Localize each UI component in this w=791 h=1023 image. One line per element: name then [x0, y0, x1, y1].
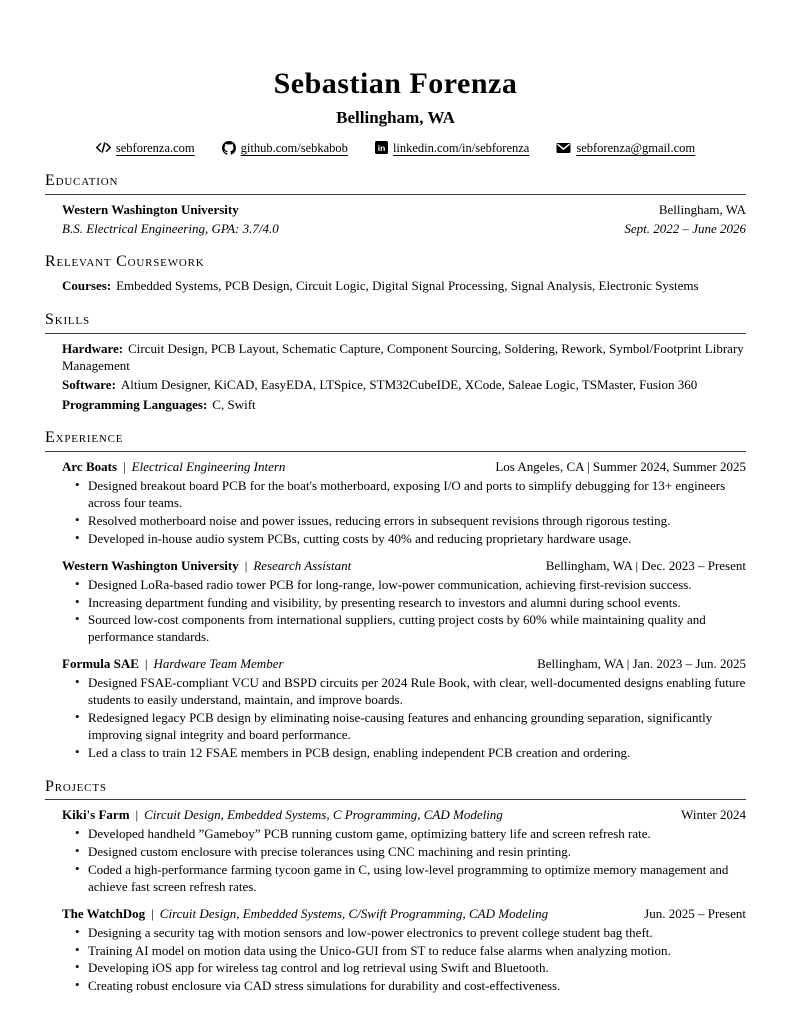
project-name: The WatchDog	[62, 905, 146, 921]
role-title: Electrical Engineering Intern	[131, 459, 286, 475]
contact-label: github.com/sebkabob	[240, 140, 348, 155]
experience-entry	[62, 656, 746, 761]
contact-label: sebforenza.com	[115, 140, 195, 155]
skills-software-text: Altium Designer, KiCAD, EasyEDA, LTSpice, STM32CubeIDE, XCode, Saleae Logic, TSMaster, Fusion 360	[120, 377, 698, 393]
project-entry	[62, 807, 746, 895]
section-experience	[45, 428, 746, 761]
page-title: Sebastian Forenza	[273, 67, 518, 100]
linkedin-icon	[375, 141, 388, 154]
separator: |	[144, 656, 148, 672]
role-title: Research Assistant	[253, 557, 352, 573]
linkedin-link[interactable]	[375, 140, 529, 156]
github-icon	[222, 141, 236, 155]
skills-languages-text: C, Swift	[212, 396, 256, 412]
skills-software-line	[62, 377, 746, 394]
section-education	[45, 171, 746, 238]
role-title: Hardware Team Member	[153, 656, 284, 672]
entry-location-dates: Los Angeles, CA | Summer 2024, Summer 2025	[495, 459, 746, 475]
section-heading-experience: Experience	[45, 428, 746, 452]
education-entry	[62, 202, 746, 238]
section-coursework	[45, 252, 746, 295]
section-projects	[45, 777, 746, 996]
skills-languages-label: Programming Languages:	[62, 396, 208, 412]
separator: |	[244, 557, 248, 573]
website-link[interactable]	[96, 140, 195, 156]
bullet-item: • Developing iOS app for wireless tag control and log retrieval using Swift and Bluetooth.	[75, 960, 746, 977]
project-dates: Jun. 2025 – Present	[644, 905, 746, 921]
org-name: Arc Boats	[62, 459, 118, 475]
github-link[interactable]	[222, 140, 348, 156]
school-name: Western Washington University	[62, 201, 239, 217]
project-tech: Circuit Design, Embedded Systems, C Programming, CAD Modeling	[144, 807, 503, 823]
contact-label: linkedin.com/in/sebforenza	[392, 140, 530, 155]
skills-hardware-label: Hardware:	[62, 340, 124, 356]
section-skills	[45, 310, 746, 413]
bullet-item: • Creating robust enclosure via CAD stress simulations for durability and cost-effectiveness.	[75, 978, 746, 995]
education-dates: Sept. 2022 – June 2026	[624, 220, 746, 236]
code-icon	[96, 141, 111, 154]
courses-text: Embedded Systems, PCB Design, Circuit Logic, Digital Signal Processing, Signal Analysis, Electronic Systems	[116, 278, 699, 294]
bullet-item: • Designed custom enclosure with precise tolerances using CNC machining and resin printing.	[75, 844, 746, 861]
experience-entry	[62, 459, 746, 547]
svg-text:in: in	[377, 143, 386, 154]
bullet-item: • Coded a high-performance farming tycoon game in C, using low-level programming to optimize memory management and achieve fast screen refresh rates.	[75, 862, 746, 896]
email-link[interactable]	[556, 140, 695, 156]
section-heading-skills: Skills	[45, 310, 746, 334]
entry-location-dates: Bellingham, WA | Dec. 2023 – Present	[545, 557, 746, 573]
project-dates: Winter 2024	[681, 807, 746, 823]
skills-software-label: Software:	[62, 377, 116, 393]
experience-entry	[62, 558, 746, 646]
courses-label: Courses:	[62, 278, 112, 294]
separator: |	[151, 905, 154, 921]
org-name: Western Washington University	[62, 557, 239, 573]
bullet-list	[62, 675, 746, 761]
separator: |	[135, 807, 139, 823]
bullet-item: • Resolved motherboard noise and power issues, reducing errors in subsequent revisions through rigorous testing.	[75, 513, 746, 530]
separator: |	[123, 459, 126, 475]
skills-languages-line	[62, 397, 746, 414]
bullet-item: • Designed FSAE-compliant VCU and BSPD circuits per 2024 Rule Book, with clear, well-documented designs enabling future students to easily understand, maintain, and improve boards.	[75, 675, 746, 709]
section-heading-education: Education	[45, 171, 746, 195]
bullet-item: • Designed LoRa-based radio tower PCB for long-range, low-power communication, achieving first-revision success.	[75, 577, 746, 594]
section-heading-projects: Projects	[45, 777, 746, 801]
school-location: Bellingham, WA	[658, 201, 746, 217]
project-entry	[62, 906, 746, 995]
bullet-item: • Led a class to train 12 FSAE members in PCB design, enabling independent PCB creation and ordering.	[75, 745, 746, 762]
project-tech: Circuit Design, Embedded Systems, C/Swift Programming, CAD Modeling	[159, 905, 549, 921]
bullet-item: • Designed breakout board PCB for the boat's motherboard, exposing I/O and ports to simplify debugging for 13+ engineers across four teams.	[75, 478, 746, 512]
project-name: Kiki's Farm	[62, 807, 130, 823]
section-heading-coursework: Relevant Coursework	[45, 253, 205, 271]
entry-location-dates: Bellingham, WA | Jan. 2023 – Jun. 2025	[537, 656, 746, 672]
degree-text: B.S. Electrical Engineering, GPA: 3.7/4.0	[62, 220, 279, 236]
bullet-item: • Developed handheld ”Gameboy” PCB running custom game, optimizing battery life and screen refresh rate.	[75, 826, 746, 843]
contact-row	[45, 140, 746, 156]
bullet-list	[62, 478, 746, 548]
bullet-item: • Increasing department funding and visibility, by presenting research to investors and alumni during school events.	[75, 595, 746, 612]
bullet-item: • Redesigned legacy PCB design by eliminating noise-causing features and enhancing grounding separation, significantly improving signal integrity and board performance.	[75, 710, 746, 744]
courses-line	[62, 278, 746, 295]
skills-hardware-text: Circuit Design, PCB Layout, Schematic Capture, Component Sourcing, Soldering, Rework, Symbol/Footprint Library Management	[62, 340, 744, 373]
contact-label: sebforenza@gmail.com	[576, 140, 696, 155]
bullet-list	[62, 925, 746, 996]
bullet-item: • Training AI model on motion data using the Unico-GUI from ST to reduce false alarms when analyzing motion.	[75, 943, 746, 960]
bullet-item: • Developed in-house audio system PCBs, cutting costs by 40% and reducing proprietary hardware usage.	[75, 531, 746, 548]
org-name: Formula SAE	[62, 656, 139, 672]
bullet-item: • Sourced low-cost components from international suppliers, cutting project costs by 60% while maintaining quality and performance standards.	[75, 612, 746, 646]
bullet-list	[62, 577, 746, 647]
bullet-item: • Designing a security tag with motion sensors and low-power electronics to prevent college student bag theft.	[75, 925, 746, 942]
skills-hardware-line	[62, 341, 746, 375]
bullet-list	[62, 826, 746, 896]
email-icon	[556, 142, 571, 154]
header-location: Bellingham, WA	[336, 107, 455, 127]
